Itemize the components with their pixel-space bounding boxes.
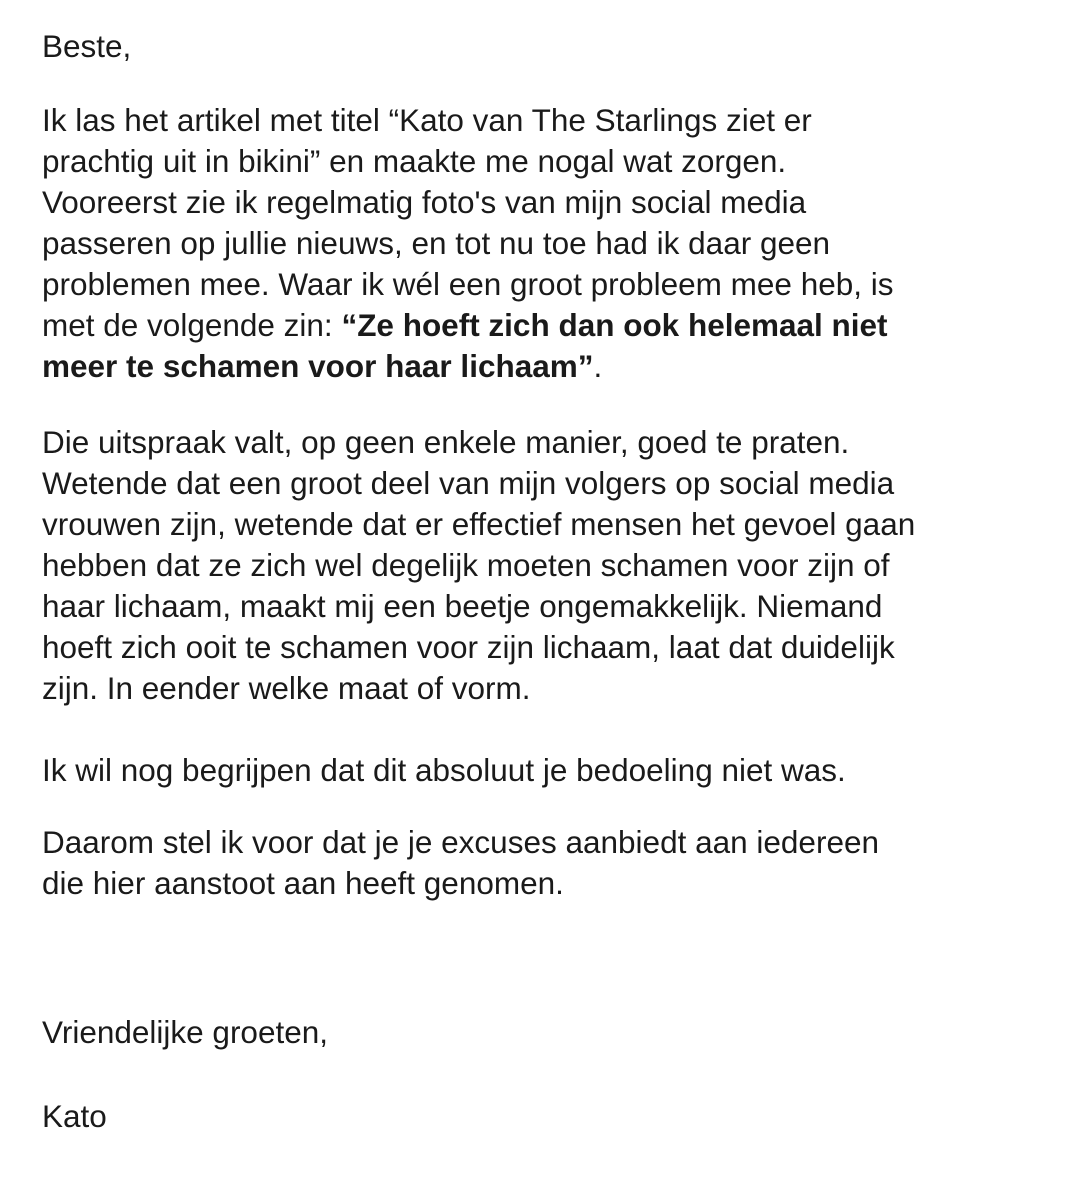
signature-line: Kato (42, 1098, 107, 1134)
paragraph-4 (42, 822, 879, 904)
paragraph-line: Wetende dat een groot deel van mijn volgers op social media (42, 465, 895, 501)
letter-closing (42, 1012, 328, 1053)
paragraph-line: Ik las het artikel met titel “Kato van The Starlings ziet er (42, 102, 812, 138)
paragraph-text: met de volgende zin: (42, 307, 342, 343)
paragraph-line: hebben dat ze zich wel degelijk moeten schamen voor zijn of (42, 547, 890, 583)
closing-line: Vriendelijke groeten, (42, 1014, 329, 1050)
paragraph-line: Die uitspraak valt, op geen enkele manier, goed te praten. (42, 424, 850, 460)
paragraph-line (42, 346, 894, 387)
paragraph-line: Vooreerst zie ik regelmatig foto's van mijn social media (42, 184, 807, 220)
paragraph-line: prachtig uit in bikini” en maakte me nogal wat zorgen. (42, 143, 787, 179)
quoted-sentence-bold: meer te schamen voor haar lichaam” (42, 348, 594, 384)
paragraph-line: Daarom stel ik voor dat je je excuses aanbiedt aan iedereen (42, 824, 879, 860)
paragraph-1 (42, 100, 894, 387)
paragraph-line: problemen mee. Waar ik wél een groot probleem mee heb, is (42, 266, 894, 302)
paragraph-text: . (593, 348, 603, 384)
paragraph-line: zijn. In eender welke maat of vorm. (42, 670, 531, 706)
paragraph-2 (42, 422, 915, 709)
paragraph-line: die hier aanstoot aan heeft genomen. (42, 865, 564, 901)
paragraph-line: Ik wil nog begrijpen dat dit absoluut je bedoeling niet was. (42, 752, 846, 788)
quoted-sentence-bold: “Ze hoeft zich dan ook helemaal niet (341, 307, 888, 343)
letter-greeting (42, 26, 131, 67)
paragraph-3 (42, 750, 846, 791)
greeting-line: Beste, (42, 28, 132, 64)
letter-signature (42, 1096, 107, 1137)
paragraph-line: vrouwen zijn, wetende dat er effectief mensen het gevoel gaan (42, 506, 916, 542)
paragraph-line: passeren op jullie nieuws, en tot nu toe had ik daar geen (42, 225, 831, 261)
paragraph-line: hoeft zich ooit te schamen voor zijn lichaam, laat dat duidelijk (42, 629, 895, 665)
paragraph-line (42, 305, 894, 346)
paragraph-line: haar lichaam, maakt mij een beetje ongemakkelijk. Niemand (42, 588, 883, 624)
